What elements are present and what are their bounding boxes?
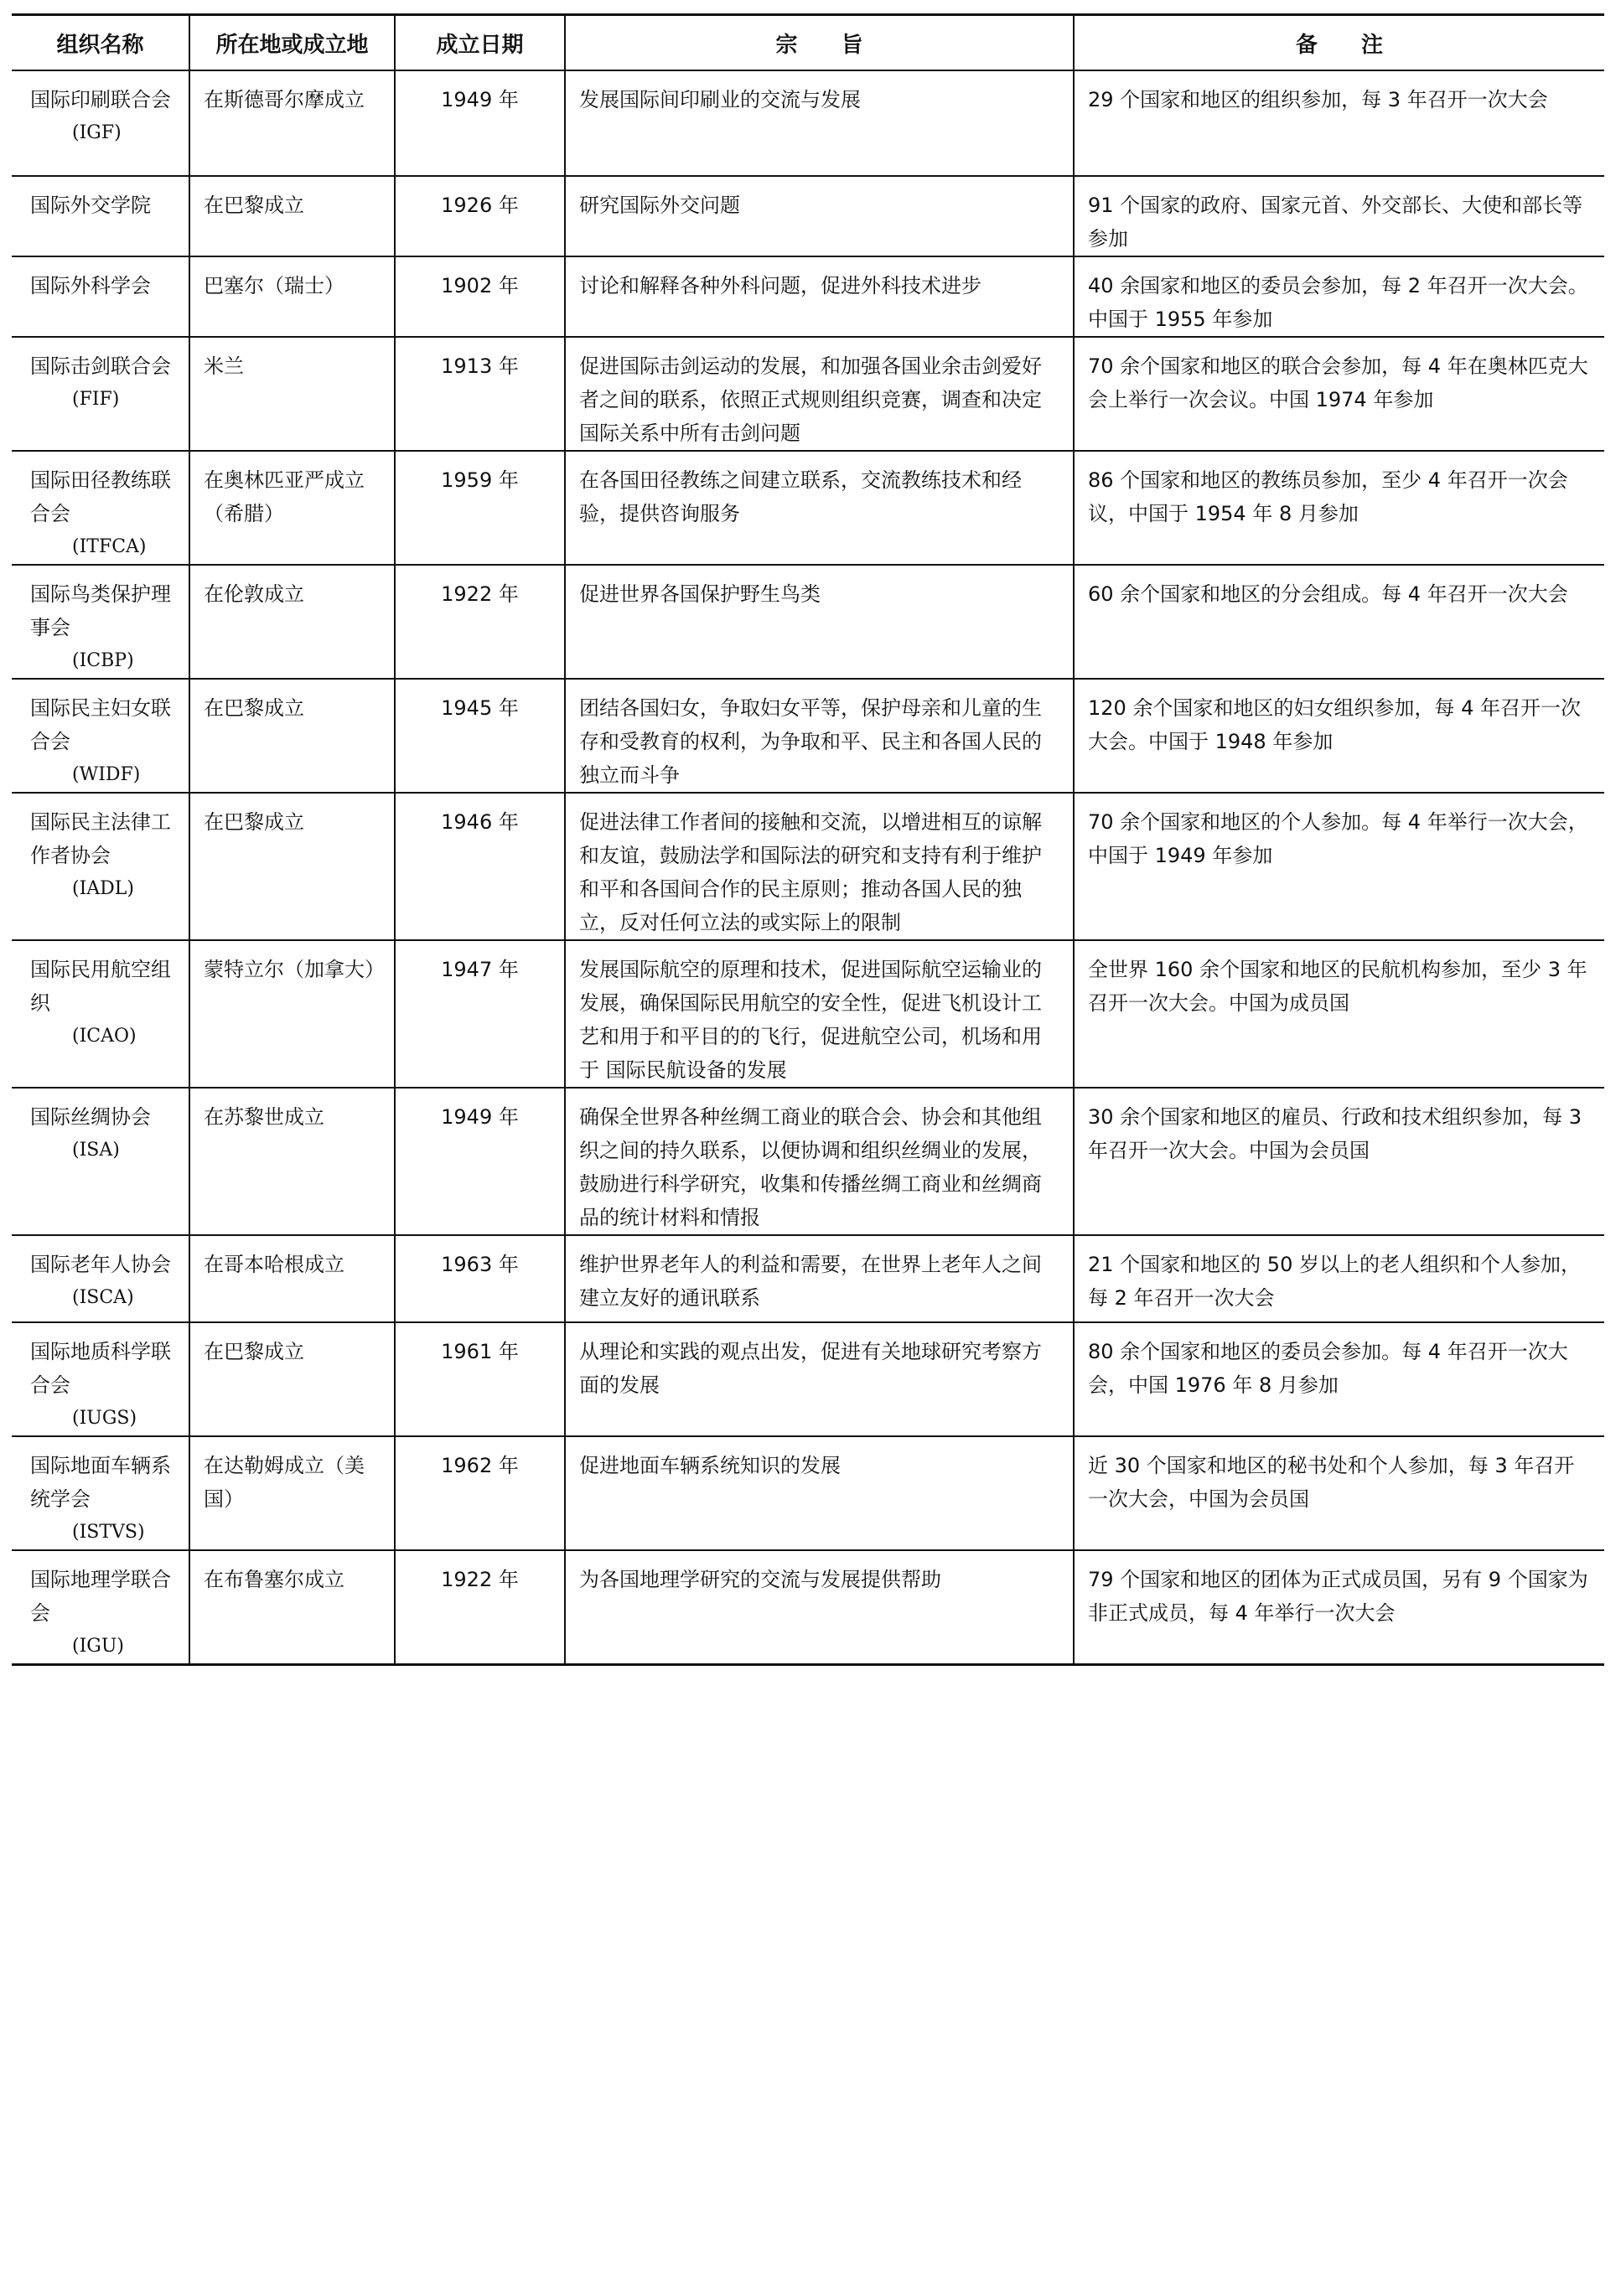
org-name: 国际外交学院	[30, 194, 151, 217]
date-cell: 1961 年	[395, 1322, 565, 1436]
remarks-cell: 79 个国家和地区的团体为正式成员国，另有 9 个国家为非正式成员，每 4 年举行一次大会	[1074, 1550, 1604, 1665]
location-cell: 在奥林匹亚严成立（希腊）	[189, 451, 395, 565]
date-cell: 1913 年	[395, 337, 565, 451]
purpose-cell: 促进国际击剑运动的发展，和加强各国业余击剑爱好者之间的联系，依照正式规则组织竞赛，调查和决定国际关系中所有击剑问题	[565, 337, 1074, 451]
org-abbreviation: (ICAO)	[72, 1026, 137, 1047]
org-name-cell	[12, 793, 189, 940]
remarks-cell: 91 个国家的政府、国家元首、外交部长、大使和部长等参加	[1074, 176, 1604, 256]
table-row	[12, 1322, 1604, 1436]
table-row	[12, 565, 1604, 679]
org-abbreviation: (IGF)	[72, 122, 122, 143]
date-cell: 1946 年	[395, 793, 565, 940]
org-name: 国际地质科学联合会	[30, 1340, 171, 1397]
remarks-cell: 86 个国家和地区的教练员参加，至少 4 年召开一次会议，中国于 1954 年 8 月参加	[1074, 451, 1604, 565]
purpose-cell: 发展国际航空的原理和技术，促进国际航空运输业的发展，确保国际民用航空的安全性，促进飞机设计工艺和用于和平目的的飞行，促进航空公司，机场和用于 国际民航设备的发展	[565, 940, 1074, 1088]
date-cell: 1963 年	[395, 1235, 565, 1322]
purpose-cell: 促进世界各国保护野生鸟类	[565, 565, 1074, 679]
location-cell: 在伦敦成立	[189, 565, 395, 679]
org-name-cell	[12, 1436, 189, 1550]
org-name: 国际地理学联合会	[30, 1568, 171, 1625]
table-row	[12, 256, 1604, 337]
location-cell: 在哥本哈根成立	[189, 1235, 395, 1322]
org-name-cell	[12, 176, 189, 256]
org-name: 国际外科学会	[30, 274, 151, 297]
date-cell: 1922 年	[395, 1550, 565, 1665]
date-cell: 1945 年	[395, 679, 565, 793]
remarks-cell: 40 余国家和地区的委员会参加，每 2 年召开一次大会。中国于 1955 年参加	[1074, 256, 1604, 337]
date-cell: 1926 年	[395, 176, 565, 256]
table-row	[12, 1088, 1604, 1235]
org-abbreviation: (FIF)	[72, 389, 120, 410]
org-abbreviation: (ITFCA)	[72, 536, 147, 557]
table-row	[12, 176, 1604, 256]
remarks-cell: 近 30 个国家和地区的秘书处和个人参加，每 3 年召开一次大会，中国为会员国	[1074, 1436, 1604, 1550]
org-name-cell	[12, 1088, 189, 1235]
purpose-cell: 讨论和解释各种外科问题，促进外科技术进步	[565, 256, 1074, 337]
header-purpose: 宗 旨	[565, 15, 1074, 71]
location-cell: 在巴黎成立	[189, 793, 395, 940]
purpose-cell: 维护世界老年人的利益和需要，在世界上老年人之间建立友好的通讯联系	[565, 1235, 1074, 1322]
org-abbreviation: (IGU)	[72, 1636, 124, 1657]
purpose-cell: 从理论和实践的观点出发，促进有关地球研究考察方面的发展	[565, 1322, 1074, 1436]
org-abbreviation: (ISA)	[72, 1140, 120, 1161]
date-cell: 1902 年	[395, 256, 565, 337]
header-location: 所在地或成立地	[189, 15, 395, 71]
remarks-cell: 120 余个国家和地区的妇女组织参加，每 4 年召开一次大会。中国于 1948 年参加	[1074, 679, 1604, 793]
remarks-cell: 21 个国家和地区的 50 岁以上的老人组织和个人参加，每 2 年召开一次大会	[1074, 1235, 1604, 1322]
location-cell: 米兰	[189, 337, 395, 451]
remarks-cell: 全世界 160 余个国家和地区的民航机构参加，至少 3 年召开一次大会。中国为成员国	[1074, 940, 1604, 1088]
org-name-cell	[12, 940, 189, 1088]
org-name-cell	[12, 256, 189, 337]
table-row	[12, 1436, 1604, 1550]
org-name-cell	[12, 1550, 189, 1665]
org-name: 国际地面车辆系统学会	[30, 1454, 171, 1511]
organizations-table	[12, 13, 1604, 1666]
location-cell: 蒙特立尔（加拿大）	[189, 940, 395, 1088]
org-name: 国际民用航空组织	[30, 958, 171, 1015]
date-cell: 1922 年	[395, 565, 565, 679]
header-date: 成立日期	[395, 15, 565, 71]
remarks-cell: 70 余个国家和地区的个人参加。每 4 年举行一次大会，中国于 1949 年参加	[1074, 793, 1604, 940]
table-row	[12, 1235, 1604, 1322]
location-cell: 在巴黎成立	[189, 176, 395, 256]
date-cell: 1959 年	[395, 451, 565, 565]
purpose-cell: 促进地面车辆系统知识的发展	[565, 1436, 1074, 1550]
org-name: 国际民主妇女联合会	[30, 696, 171, 753]
remarks-cell: 70 余个国家和地区的联合会参加，每 4 年在奥林匹克大会上举行一次会议。中国 1974 年参加	[1074, 337, 1604, 451]
remarks-cell: 29 个国家和地区的组织参加，每 3 年召开一次大会	[1074, 70, 1604, 176]
header-remarks: 备 注	[1074, 15, 1604, 71]
org-name: 国际击剑联合会	[30, 354, 171, 378]
location-cell: 在布鲁塞尔成立	[189, 1550, 395, 1665]
remarks-cell: 30 余个国家和地区的雇员、行政和技术组织参加，每 3 年召开一次大会。中国为会员国	[1074, 1088, 1604, 1235]
org-abbreviation: (IUGS)	[72, 1408, 137, 1429]
org-abbreviation: (WIDF)	[72, 764, 141, 785]
purpose-cell: 发展国际间印刷业的交流与发展	[565, 70, 1074, 176]
purpose-cell: 在各国田径教练之间建立联系，交流教练技术和经验，提供咨询服务	[565, 451, 1074, 565]
header-name: 组织名称	[12, 15, 189, 71]
table-row	[12, 1550, 1604, 1665]
org-abbreviation: (ICBP)	[72, 650, 134, 671]
location-cell: 在巴黎成立	[189, 1322, 395, 1436]
org-name-cell	[12, 679, 189, 793]
location-cell: 在苏黎世成立	[189, 1088, 395, 1235]
org-name-cell	[12, 70, 189, 176]
org-name: 国际民主法律工作者协会	[30, 810, 171, 867]
purpose-cell: 研究国际外交问题	[565, 176, 1074, 256]
org-name: 国际田径教练联合会	[30, 468, 171, 525]
purpose-cell: 团结各国妇女，争取妇女平等，保护母亲和儿童的生存和受教育的权利，为争取和平、民主和各国人民的独立而斗争	[565, 679, 1074, 793]
location-cell: 巴塞尔（瑞士）	[189, 256, 395, 337]
remarks-cell: 60 余个国家和地区的分会组成。每 4 年召开一次大会	[1074, 565, 1604, 679]
remarks-cell: 80 余个国家和地区的委员会参加。每 4 年召开一次大会，中国 1976 年 8 月参加	[1074, 1322, 1604, 1436]
location-cell: 在达勒姆成立（美国）	[189, 1436, 395, 1550]
org-name-cell	[12, 1322, 189, 1436]
date-cell: 1947 年	[395, 940, 565, 1088]
org-name: 国际丝绸协会	[30, 1105, 151, 1129]
date-cell: 1949 年	[395, 1088, 565, 1235]
date-cell: 1949 年	[395, 70, 565, 176]
header-row	[12, 15, 1604, 71]
purpose-cell: 促进法律工作者间的接触和交流，以增进相互的谅解和友谊，鼓励法学和国际法的研究和支持有利于维护和平和各国间合作的民主原则；推动各国人民的独立，反对任何立法的或实际上的限制	[565, 793, 1074, 940]
table-row	[12, 679, 1604, 793]
org-abbreviation: (IADL)	[72, 878, 134, 899]
org-name-cell	[12, 337, 189, 451]
location-cell: 在巴黎成立	[189, 679, 395, 793]
org-name: 国际老年人协会	[30, 1253, 171, 1276]
org-name-cell	[12, 565, 189, 679]
date-cell: 1962 年	[395, 1436, 565, 1550]
location-cell: 在斯德哥尔摩成立	[189, 70, 395, 176]
org-name-cell	[12, 1235, 189, 1322]
org-name: 国际鸟类保护理事会	[30, 582, 171, 639]
org-name: 国际印刷联合会	[30, 88, 171, 111]
table-row	[12, 451, 1604, 565]
table-row	[12, 940, 1604, 1088]
table-row	[12, 337, 1604, 451]
purpose-cell: 确保全世界各种丝绸工商业的联合会、协会和其他组织之间的持久联系，以便协调和组织丝绸业的发展，鼓励进行科学研究，收集和传播丝绸工商业和丝绸商品的统计材料和情报	[565, 1088, 1074, 1235]
table-row	[12, 793, 1604, 940]
table-row	[12, 70, 1604, 176]
org-name-cell	[12, 451, 189, 565]
org-abbreviation: (ISCA)	[72, 1287, 134, 1308]
purpose-cell: 为各国地理学研究的交流与发展提供帮助	[565, 1550, 1074, 1665]
org-abbreviation: (ISTVS)	[72, 1522, 145, 1543]
